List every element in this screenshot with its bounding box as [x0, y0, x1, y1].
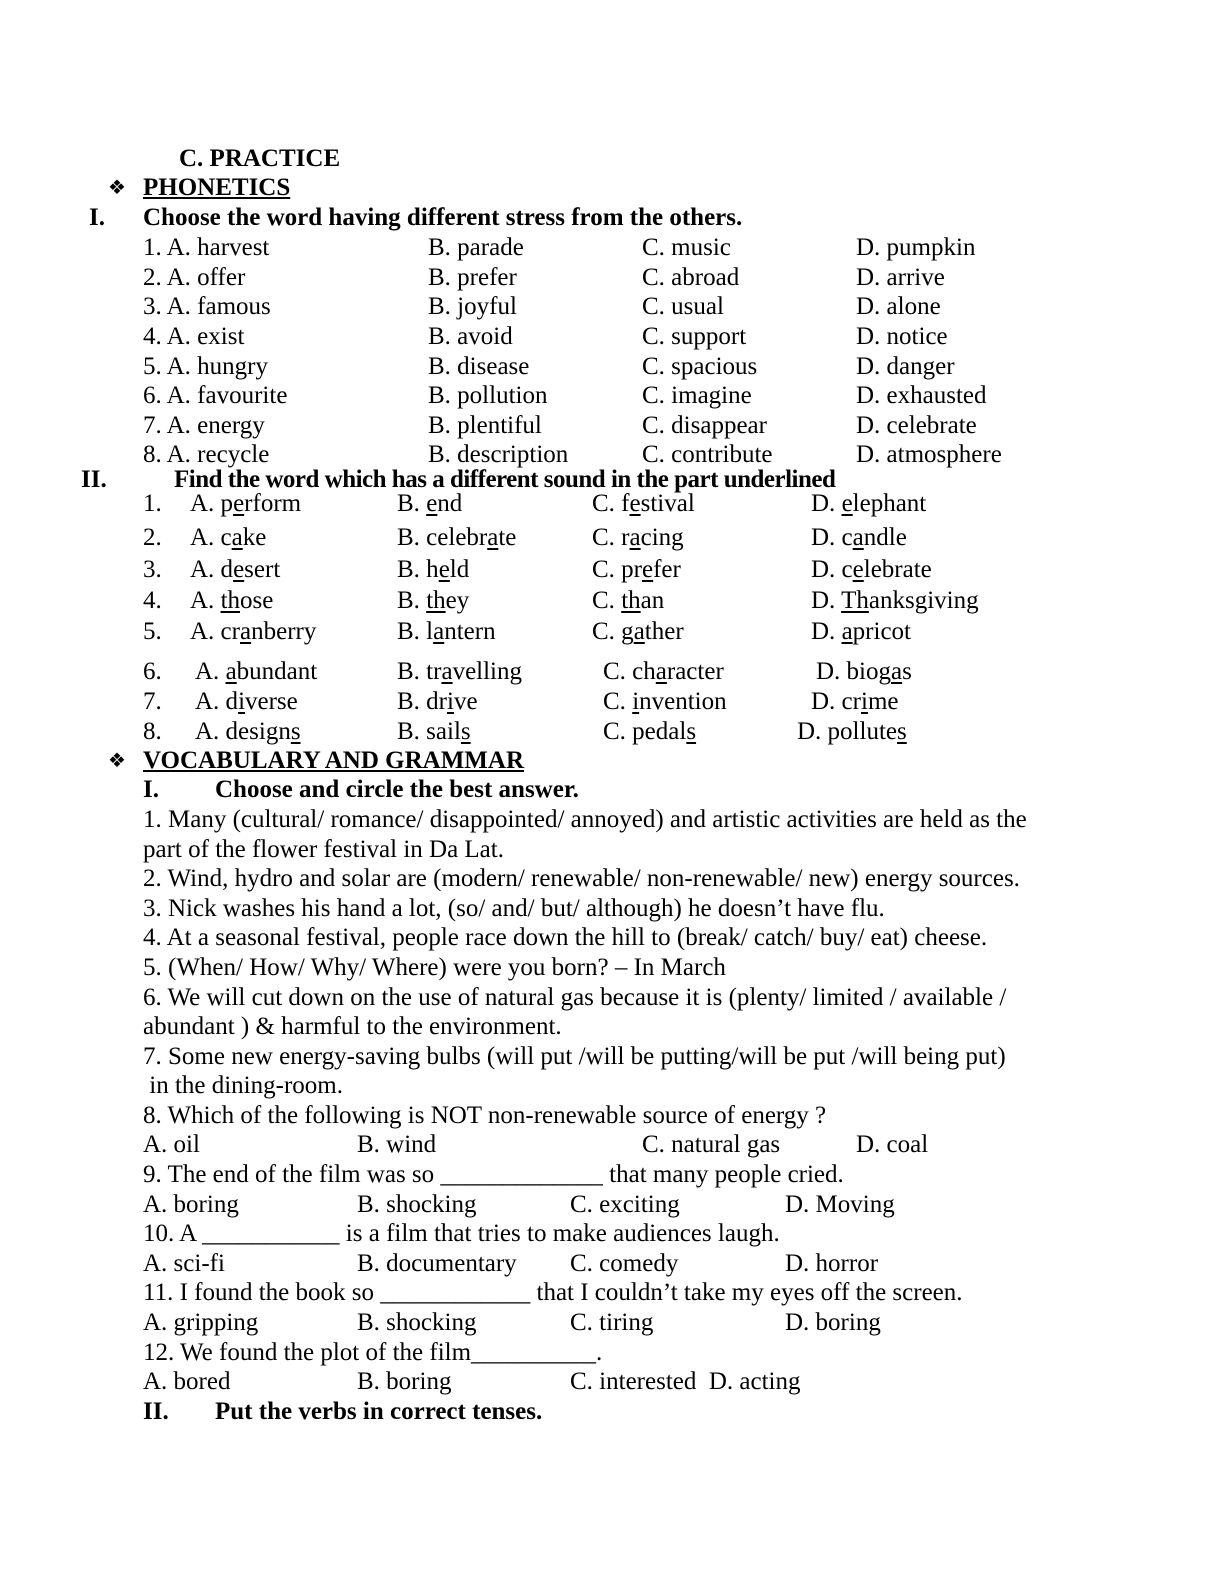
option-c: C. natural gas: [642, 1131, 781, 1158]
section-heading: C. PRACTICE: [179, 145, 341, 172]
word-part: A.: [190, 587, 221, 614]
option-b: B. prefer: [428, 264, 517, 291]
option-b: [397, 489, 462, 518]
word-part: C. pr: [592, 556, 642, 583]
option-b: B. disease: [428, 353, 530, 380]
word-part: B. h: [397, 556, 439, 583]
underlined-sound: Th: [841, 587, 869, 614]
word-part: stival: [640, 490, 695, 517]
diamond-bullet-icon: ❖: [108, 748, 126, 772]
question-text: 8. Which of the following is NOT non-renewable source of energy ?: [143, 1102, 827, 1129]
question-text: 12. We found the plot of the film__________.: [143, 1339, 603, 1366]
option-d: D. exhausted: [856, 382, 987, 409]
vocab-part1-num: I.: [143, 776, 159, 803]
question-text: 6. We will cut down on the use of natural gas because it is (plenty/ limited / available /: [143, 984, 1007, 1011]
option-b: [397, 717, 471, 746]
option-a: 4. A. exist: [143, 323, 245, 350]
option-c: [603, 657, 724, 686]
word-part: an: [640, 587, 665, 614]
option-d: D. boring: [785, 1309, 881, 1336]
vocab-title: VOCABULARY AND GRAMMAR: [143, 747, 525, 774]
option-c: C. support: [642, 323, 747, 350]
diamond-bullet-icon: ❖: [108, 175, 126, 199]
option-b: B. shocking: [357, 1309, 477, 1336]
word-part: B. l: [397, 618, 434, 645]
word-part: D.: [811, 587, 842, 614]
phonetics-part1-instruction: Choose the word having different stress from the others.: [143, 204, 743, 231]
option-a: 7. A. energy: [143, 412, 265, 439]
underlined-sound: a: [225, 658, 237, 685]
word-part: A.: [195, 658, 226, 685]
option-c: C. spacious: [642, 353, 758, 380]
word-part: nd: [437, 490, 463, 517]
underlined-sound: s: [290, 718, 301, 745]
word-part: D.: [811, 490, 842, 517]
underlined-sound: a: [841, 618, 853, 645]
sound-question: [0, 555, 1224, 584]
word-part: me: [867, 688, 899, 715]
underlined-sound: a: [433, 618, 445, 645]
option-b: B. avoid: [428, 323, 513, 350]
word-part: ndle: [863, 524, 907, 551]
option-b: B. boring: [357, 1368, 452, 1395]
option-d: [811, 555, 932, 584]
word-part: rform: [244, 490, 302, 517]
option-d: D. danger: [856, 353, 955, 380]
question-number: 4.: [143, 587, 162, 614]
question-number: 6.: [143, 658, 162, 685]
word-part: A. p: [190, 490, 234, 517]
question-text: 3. Nick washes his hand a lot, (so/ and/ but/ although) he doesn’t have flu.: [143, 895, 885, 922]
option-c: C. interested D. acting: [570, 1368, 801, 1395]
word-part: nberry: [251, 618, 317, 645]
option-b: [397, 617, 496, 646]
phonetics-part2-instruction: Find the word which has a different sound in the part underlined: [174, 466, 836, 493]
option-c: C. imagine: [642, 382, 752, 409]
phonetics-title: PHONETICS: [143, 174, 291, 201]
word-part: ntern: [444, 618, 496, 645]
word-part: ve: [453, 688, 478, 715]
option-a: A. boring: [143, 1191, 239, 1218]
option-c: [603, 687, 727, 716]
word-part: fer: [653, 556, 681, 583]
option-a: [190, 555, 280, 584]
question-text: 9. The end of the film was so _____________ that many people cried.: [143, 1161, 844, 1188]
vocab-part2-instruction: Put the verbs in correct tenses.: [215, 1398, 543, 1425]
option-d: [811, 523, 907, 552]
option-a: [190, 523, 266, 552]
underlined-sound: i: [632, 688, 640, 715]
word-part: A. c: [190, 524, 232, 551]
stress-question: [0, 292, 1224, 321]
word-part: verse: [245, 688, 298, 715]
word-part: ther: [644, 618, 684, 645]
option-b: [397, 523, 516, 552]
option-d: D. Moving: [785, 1191, 895, 1218]
stress-question: [0, 352, 1224, 381]
option-a: A. gripping: [143, 1309, 259, 1336]
question-text: 7. Some new energy-saving bulbs (will put /will be putting/will be put /will being put): [143, 1043, 1006, 1070]
phonetics-part2-num: II.: [81, 466, 107, 493]
question-number: 1.: [143, 490, 162, 517]
stress-question: [0, 322, 1224, 351]
word-part: B. tr: [397, 658, 442, 685]
underlined-sound: e: [629, 490, 641, 517]
option-c: [592, 617, 684, 646]
option-d: D. atmosphere: [856, 441, 1002, 468]
option-c: C. music: [642, 234, 731, 261]
option-b: B. parade: [428, 234, 524, 261]
underlined-sound: i: [447, 688, 454, 715]
option-a: A. oil: [143, 1131, 200, 1158]
option-b: B. documentary: [357, 1250, 517, 1277]
option-d: D. pumpkin: [856, 234, 976, 261]
question-text: abundant ) & harmful to the environment.: [143, 1013, 562, 1040]
phonetics-part1-num: I.: [89, 204, 105, 231]
word-part: anksgiving: [868, 587, 979, 614]
word-part: D. c: [811, 556, 853, 583]
question-text: 11. I found the book so ____________ that I couldn’t take my eyes off the screen.: [143, 1279, 963, 1306]
word-part: velling: [452, 658, 522, 685]
word-part: C. r: [592, 524, 630, 551]
underlined-sound: a: [633, 618, 645, 645]
word-part: C. g: [592, 618, 634, 645]
option-d: [811, 489, 926, 518]
word-part: C. f: [592, 490, 630, 517]
sound-question: [0, 586, 1224, 615]
option-a: 1. A. harvest: [143, 234, 270, 261]
option-b: B. joyful: [428, 293, 517, 320]
underlined-sound: e: [642, 556, 654, 583]
underlined-sound: i: [860, 688, 868, 715]
option-d: [811, 617, 911, 646]
word-part: nvention: [639, 688, 727, 715]
option-c: C. tiring: [570, 1309, 654, 1336]
word-part: D. pollute: [797, 718, 897, 745]
option-c: C. abroad: [642, 264, 740, 291]
word-part: te: [498, 524, 517, 551]
word-part: B.: [397, 490, 427, 517]
option-c: [592, 555, 681, 584]
option-b: [397, 657, 522, 686]
option-a: 8. A. recycle: [143, 441, 270, 468]
underlined-sound: a: [891, 658, 903, 685]
stress-question: [0, 233, 1224, 262]
word-part: s: [902, 658, 912, 685]
option-d: D. alone: [856, 293, 941, 320]
option-b: [397, 555, 469, 584]
word-part: D. biog: [816, 658, 891, 685]
stress-question: [0, 263, 1224, 292]
word-part: D.: [811, 618, 842, 645]
word-part: cing: [640, 524, 684, 551]
option-b: [397, 687, 478, 716]
word-part: C.: [592, 587, 622, 614]
question-number: 2.: [143, 524, 162, 551]
word-part: C. ch: [603, 658, 656, 685]
question-text: 5. (When/ How/ Why/ Where) were you born? – In March: [143, 954, 726, 981]
question-text: 4. At a seasonal festival, people race down the hill to (break/ catch/ buy/ eat) cheese.: [143, 924, 988, 951]
stress-question: [0, 411, 1224, 440]
option-c: [592, 523, 684, 552]
option-a: 2. A. offer: [143, 264, 246, 291]
option-a: [195, 717, 301, 746]
underlined-sound: s: [460, 718, 471, 745]
stress-question: [0, 381, 1224, 410]
vocab-part1-instruction: Choose and circle the best answer.: [215, 776, 579, 803]
word-part: lephant: [852, 490, 927, 517]
word-part: racter: [666, 658, 724, 685]
underlined-sound: a: [239, 618, 252, 645]
underlined-sound: e: [233, 490, 245, 517]
sound-question: [0, 687, 1224, 716]
option-a: 6. A. favourite: [143, 382, 288, 409]
sound-question: [0, 717, 1224, 746]
option-a: [190, 586, 273, 615]
underlined-sound: s: [686, 718, 697, 745]
underlined-sound: e: [852, 556, 864, 583]
q9-options: [0, 1190, 1224, 1219]
option-a: [190, 489, 301, 518]
q12-options: [0, 1367, 1224, 1396]
question-number: 8.: [143, 718, 162, 745]
word-part: D. c: [811, 524, 853, 551]
word-part: C.: [603, 688, 633, 715]
option-c: [603, 717, 696, 746]
option-c: C. exciting: [570, 1191, 680, 1218]
question-number: 5.: [143, 618, 162, 645]
sound-question: [0, 489, 1224, 518]
question-text: 2. Wind, hydro and solar are (modern/ renewable/ non-renewable/ new) energy sources.: [143, 865, 1020, 892]
option-b: B. pollution: [428, 382, 548, 409]
option-c: C. disappear: [642, 412, 767, 439]
q10-options: [0, 1249, 1224, 1278]
option-d: [797, 717, 907, 746]
option-a: 3. A. famous: [143, 293, 271, 320]
underlined-sound: i: [238, 688, 246, 715]
vocab-part2-num: II.: [143, 1398, 169, 1425]
word-part: B. sail: [397, 718, 461, 745]
option-d: D. notice: [856, 323, 948, 350]
underlined-sound: e: [438, 556, 450, 583]
option-c: C. comedy: [570, 1250, 679, 1277]
option-c: [592, 586, 664, 615]
option-b: [397, 586, 469, 615]
underlined-sound: th: [621, 587, 641, 614]
sound-question: [0, 657, 1224, 686]
underlined-sound: a: [655, 658, 667, 685]
option-a: [195, 687, 298, 716]
underlined-sound: e: [426, 490, 438, 517]
option-b: B. plentiful: [428, 412, 542, 439]
option-a: A. bored: [143, 1368, 231, 1395]
word-part: A. cr: [190, 618, 240, 645]
word-part: ey: [445, 587, 470, 614]
underlined-sound: s: [897, 718, 907, 745]
underlined-sound: th: [220, 587, 241, 614]
option-a: 5. A. hungry: [143, 353, 268, 380]
question-number: 3.: [143, 556, 162, 583]
option-a: [190, 617, 316, 646]
underlined-sound: e: [233, 556, 245, 583]
option-c: [592, 489, 695, 518]
word-part: sert: [244, 556, 281, 583]
option-a: A. sci-fi: [143, 1250, 225, 1277]
question-text: 1. Many (cultural/ romance/ disappointed/ annoyed) and artistic activities are held as the: [143, 806, 1027, 833]
q8-options: [0, 1130, 1224, 1159]
underlined-sound: th: [426, 587, 446, 614]
word-part: A. design: [195, 718, 291, 745]
word-part: D. cr: [811, 688, 861, 715]
word-part: C. pedal: [603, 718, 687, 745]
word-part: pricot: [852, 618, 911, 645]
sound-question: [0, 523, 1224, 552]
q11-options: [0, 1308, 1224, 1337]
word-part: B. dr: [397, 688, 447, 715]
option-d: [811, 687, 898, 716]
option-d: [811, 586, 979, 615]
option-d: [816, 657, 912, 686]
underlined-sound: a: [852, 524, 864, 551]
word-part: bundant: [236, 658, 318, 685]
option-a: [195, 657, 317, 686]
option-b: B. description: [428, 441, 569, 468]
option-d: D. arrive: [856, 264, 945, 291]
option-b: B. shocking: [357, 1191, 477, 1218]
option-d: D. coal: [856, 1131, 929, 1158]
option-b: B. wind: [357, 1131, 437, 1158]
underlined-sound: a: [441, 658, 453, 685]
option-d: D. horror: [785, 1250, 879, 1277]
word-part: B. celebr: [397, 524, 488, 551]
word-part: A. d: [195, 688, 239, 715]
question-number: 7.: [143, 688, 162, 715]
question-text: 10. A ___________ is a film that tries to make audiences laugh.: [143, 1220, 780, 1247]
option-d: D. celebrate: [856, 412, 977, 439]
sound-question: [0, 617, 1224, 646]
option-c: C. usual: [642, 293, 724, 320]
word-part: A. d: [190, 556, 234, 583]
question-text: part of the flower festival in Da Lat.: [143, 836, 504, 863]
underlined-sound: a: [487, 524, 499, 551]
word-part: ld: [449, 556, 470, 583]
word-part: ke: [242, 524, 267, 551]
word-part: lebrate: [863, 556, 932, 583]
underlined-sound: a: [629, 524, 641, 551]
word-part: ose: [240, 587, 274, 614]
option-c: C. contribute: [642, 441, 773, 468]
question-text: in the dining-room.: [143, 1072, 343, 1099]
word-part: B.: [397, 587, 427, 614]
underlined-sound: a: [231, 524, 243, 551]
underlined-sound: e: [841, 490, 853, 517]
